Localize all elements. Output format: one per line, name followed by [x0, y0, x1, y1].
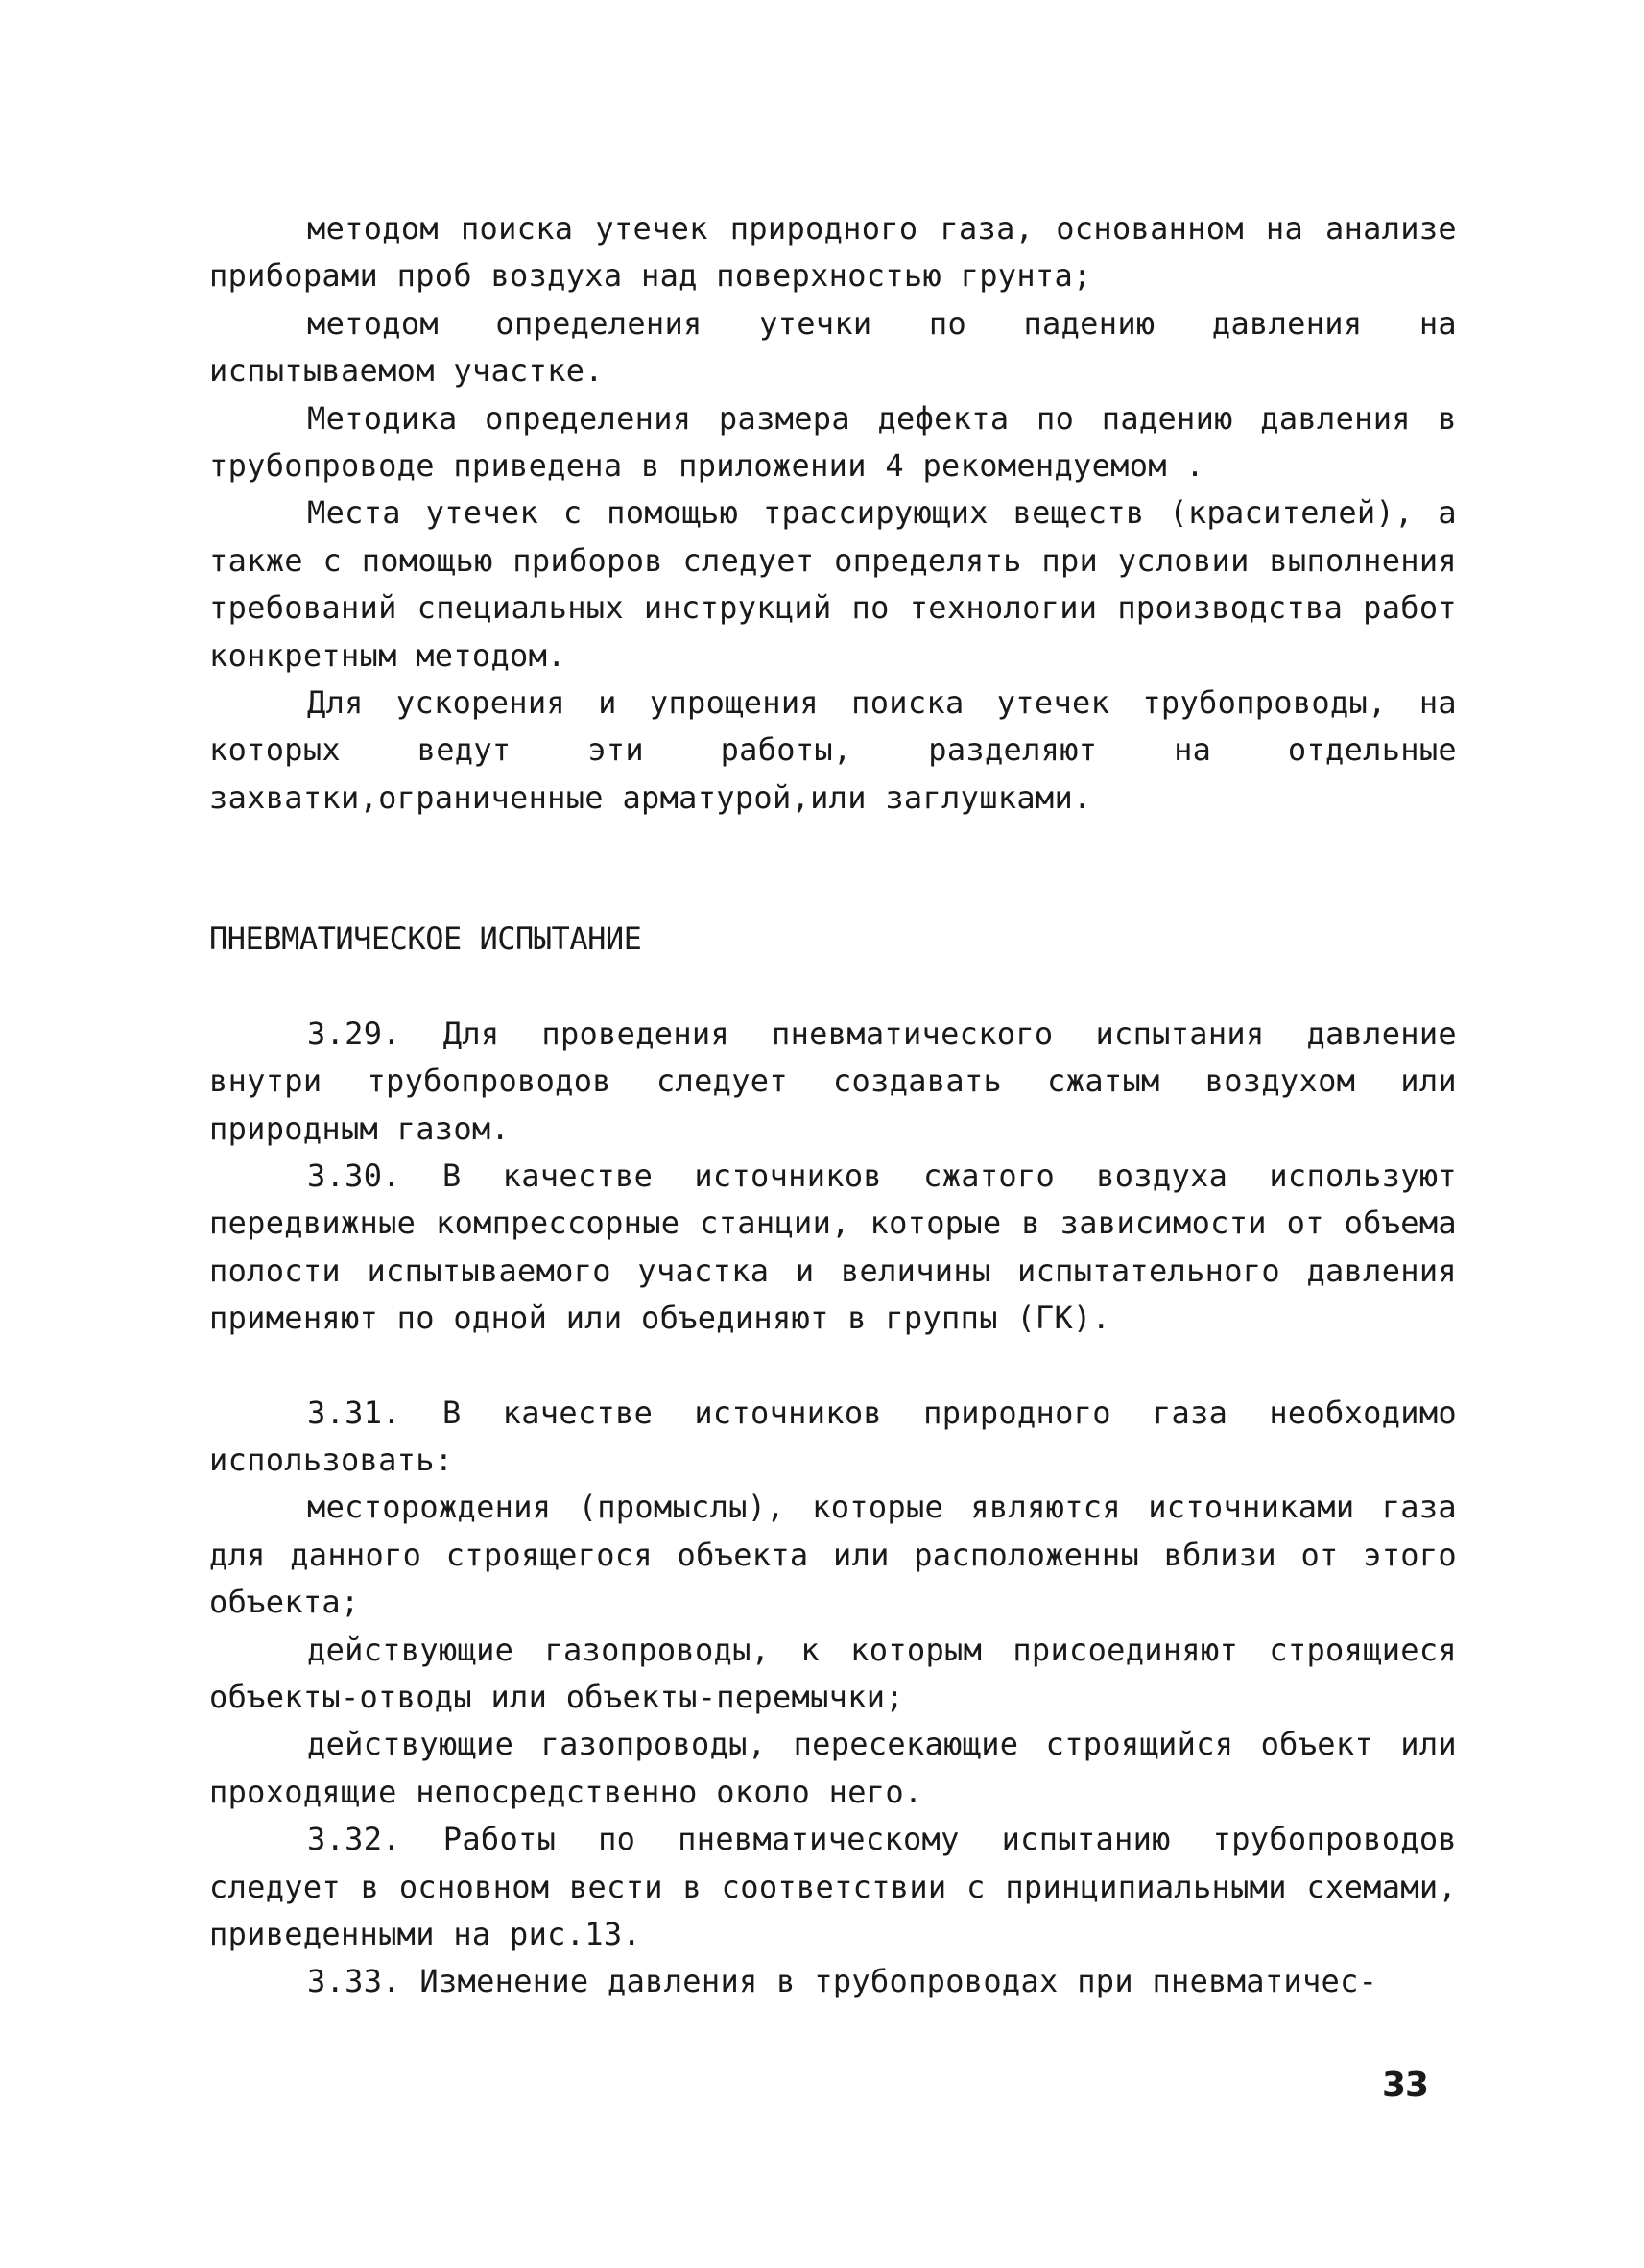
list-item: действующие газопроводы, пересекающие строящийся объект или проходящие непосредственно около него. — [209, 1726, 1457, 1810]
paragraph: Места утечек с помощью трассирующих веществ (красителей), а также с помощью приборов следует определять при условии выполнения требований специальных инструкций по технологии производства работ конкретным методом. — [209, 494, 1457, 674]
paragraph: методом поиска утечек природного газа, основанном на анализе приборами проб воздуха над поверхностью грунта; — [209, 210, 1457, 295]
paragraph-gap — [209, 1343, 1457, 1390]
paragraph-3-33: 3.33. Изменение давления в трубопроводах при пневматичес- — [307, 1963, 1378, 2000]
paragraph-3-30: 3.30. В качестве источников сжатого воздуха используют передвижные компрессорные станции, которые в зависимости от объема полости испытываемого участка и величины испытательного давления применяют по одной или объединяют в группы (ГК). — [209, 1157, 1457, 1337]
paragraph: методом определения утечки по падению давления на испытываемом участке. — [209, 304, 1457, 390]
section-heading: ПНЕВМАТИЧЕСКОЕ ИСПЫТАНИЕ — [209, 920, 642, 958]
paragraph-3-32: 3.32. Работы по пневматическому испытанию трубопроводов следует в основном вести в соответствии с принципиальными схемами, приведенными на рис.13. — [209, 1821, 1457, 1952]
paragraph-3-29: 3.29. Для проведения пневматического испытания давление внутри трубопроводов следует создавать сжатым воздухом или природным газом. — [209, 1015, 1457, 1147]
paragraph-3-31: 3.31. В качестве источников природного газа необходимо использовать: — [209, 1394, 1457, 1478]
paragraph: Для ускорения и упрощения поиска утечек трубопроводы, на которых ведут эти работы, разделяют на отдельные захватки,ограниченные арматурой,или заглушками. — [209, 684, 1457, 816]
page-content — [209, 205, 1457, 2006]
list-item: действующие газопроводы, к которым присоединяют строящиеся объекты-отводы или объекты-перемычки; — [209, 1631, 1457, 1715]
list-item: месторождения (промыслы), которые являются источниками газа для данного строящегося объекта или расположенны вблизи от этого объекта; — [209, 1489, 1457, 1621]
paragraph: Методика определения размера дефекта по падению давления в трубопроводе приведена в приложении 4 рекомендуемом . — [209, 399, 1457, 485]
page-number: 33 — [1382, 2065, 1429, 2105]
